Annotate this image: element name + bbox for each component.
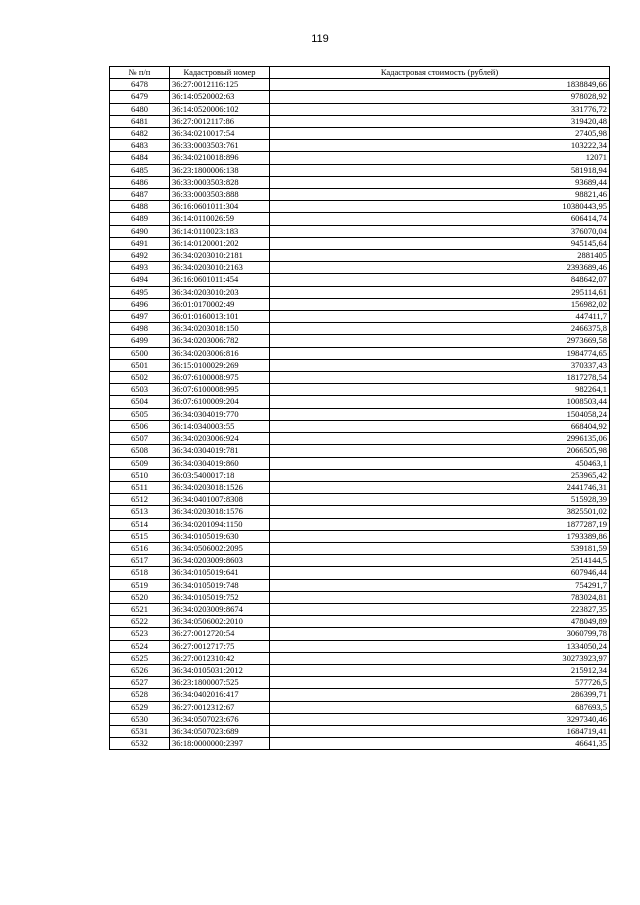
cadastral-number-cell: 36:16:0601011:454: [170, 274, 270, 286]
cadastral-value-cell: 1008503,44: [270, 396, 610, 408]
cadastral-value-cell: 581918,94: [270, 164, 610, 176]
cadastral-value-cell: 103222,34: [270, 140, 610, 152]
table-row: [110, 103, 610, 115]
cadastral-value-cell: 295114,61: [270, 286, 610, 298]
table-row: [110, 469, 610, 481]
table-row: [110, 176, 610, 188]
cadastral-value-cell: 376070,04: [270, 225, 610, 237]
cadastral-number-cell: 36:34:0203018:1526: [170, 481, 270, 493]
cadastral-value-cell: 2441746,31: [270, 481, 610, 493]
cadastral-value-cell: 331776,72: [270, 103, 610, 115]
cadastral-number-cell: 36:34:0304019:781: [170, 445, 270, 457]
row-index-cell: 6530: [110, 713, 170, 725]
row-index-cell: 6495: [110, 286, 170, 298]
cadastral-number-cell: 36:34:0105019:752: [170, 591, 270, 603]
row-index-cell: 6502: [110, 372, 170, 384]
table-row: [110, 201, 610, 213]
table-row: [110, 79, 610, 91]
cadastral-number-cell: 36:27:0012717:75: [170, 640, 270, 652]
table-row: [110, 616, 610, 628]
cadastral-number-cell: 36:34:0105019:748: [170, 579, 270, 591]
cadastral-number-cell: 36:34:0203009:8603: [170, 555, 270, 567]
table-row: [110, 225, 610, 237]
cadastral-number-cell: 36:14:0120001:202: [170, 237, 270, 249]
cadastral-value-cell: 30273923,97: [270, 652, 610, 664]
cadastral-number-cell: 36:34:0203010:2163: [170, 262, 270, 274]
cadastral-number-cell: 36:34:0507023:689: [170, 725, 270, 737]
cadastral-value-cell: 215912,34: [270, 664, 610, 676]
row-index-cell: 6506: [110, 420, 170, 432]
table-row: [110, 335, 610, 347]
table-row: [110, 530, 610, 542]
row-index-cell: 6489: [110, 213, 170, 225]
table-row: [110, 372, 610, 384]
table-row: [110, 640, 610, 652]
row-index-cell: 6512: [110, 494, 170, 506]
row-index-cell: 6496: [110, 298, 170, 310]
row-index-cell: 6518: [110, 567, 170, 579]
row-index-cell: 6519: [110, 579, 170, 591]
row-index-cell: 6478: [110, 79, 170, 91]
cadastral-number-cell: 36:34:0203010:203: [170, 286, 270, 298]
cadastral-number-cell: 36:34:0203009:8674: [170, 603, 270, 615]
cadastral-value-cell: 1877287,19: [270, 518, 610, 530]
table-row: [110, 140, 610, 152]
row-index-cell: 6504: [110, 396, 170, 408]
cadastral-value-cell: 607946,44: [270, 567, 610, 579]
table-row: [110, 567, 610, 579]
cadastral-value-cell: 286399,71: [270, 689, 610, 701]
table-row: [110, 494, 610, 506]
cadastral-value-cell: 1504058,24: [270, 408, 610, 420]
table-row: [110, 164, 610, 176]
table-row: [110, 457, 610, 469]
cadastral-number-cell: 36:07:6100008:995: [170, 384, 270, 396]
cadastral-value-cell: 319420,48: [270, 115, 610, 127]
cadastral-value-cell: 783024,81: [270, 591, 610, 603]
cadastral-value-cell: 1838849,66: [270, 79, 610, 91]
cadastral-number-cell: 36:14:0520006:102: [170, 103, 270, 115]
cadastral-value-cell: 2393689,46: [270, 262, 610, 274]
table-row: [110, 128, 610, 140]
row-index-cell: 6516: [110, 542, 170, 554]
table-row: [110, 725, 610, 737]
cadastral-value-cell: 2881405: [270, 250, 610, 262]
cadastral-number-cell: 36:27:0012116:125: [170, 79, 270, 91]
cadastral-value-cell: 93689,44: [270, 176, 610, 188]
cadastral-value-cell: 12071: [270, 152, 610, 164]
table-row: [110, 420, 610, 432]
cadastral-value-cell: 98821,46: [270, 189, 610, 201]
cadastral-number-cell: 36:34:0203010:2181: [170, 250, 270, 262]
cadastral-number-cell: 36:34:0105019:630: [170, 530, 270, 542]
row-index-cell: 6528: [110, 689, 170, 701]
row-index-cell: 6517: [110, 555, 170, 567]
row-index-cell: 6491: [110, 237, 170, 249]
cadastral-number-cell: 36:34:0203006:924: [170, 433, 270, 445]
table-row: [110, 591, 610, 603]
cadastral-number-cell: 36:33:0003503:828: [170, 176, 270, 188]
table-header-row: [110, 67, 610, 79]
cadastral-number-cell: 36:03:5400017:18: [170, 469, 270, 481]
cadastral-value-cell: 10380443,95: [270, 201, 610, 213]
table-row: [110, 274, 610, 286]
row-index-cell: 6531: [110, 725, 170, 737]
table-row: [110, 298, 610, 310]
table-row: [110, 579, 610, 591]
cadastral-number-cell: 36:15:0100029:269: [170, 359, 270, 371]
row-index-cell: 6527: [110, 677, 170, 689]
cadastral-number-cell: 36:01:0160013:101: [170, 311, 270, 323]
cadastral-number-cell: 36:34:0203018:1576: [170, 506, 270, 518]
table-row: [110, 213, 610, 225]
row-index-cell: 6503: [110, 384, 170, 396]
row-index-cell: 6500: [110, 347, 170, 359]
cadastral-number-cell: 36:34:0210018:896: [170, 152, 270, 164]
cadastral-number-cell: 36:14:0110023:183: [170, 225, 270, 237]
row-index-cell: 6484: [110, 152, 170, 164]
row-index-cell: 6501: [110, 359, 170, 371]
cadastral-number-cell: 36:16:0601011:304: [170, 201, 270, 213]
cadastral-number-cell: 36:34:0402016:417: [170, 689, 270, 701]
page-number: 119: [311, 33, 329, 45]
cadastral-number-cell: 36:33:0003503:888: [170, 189, 270, 201]
table-row: [110, 689, 610, 701]
row-index-cell: 6497: [110, 311, 170, 323]
cadastral-number-cell: 36:27:0012312:67: [170, 701, 270, 713]
row-index-cell: 6488: [110, 201, 170, 213]
table-row: [110, 481, 610, 493]
cadastral-value-cell: 1984774,65: [270, 347, 610, 359]
table-row: [110, 506, 610, 518]
row-index-cell: 6499: [110, 335, 170, 347]
table-row: [110, 603, 610, 615]
cadastral-number-cell: 36:18:0000000:2397: [170, 738, 270, 750]
cadastral-value-cell: 156982,02: [270, 298, 610, 310]
table-row: [110, 359, 610, 371]
row-index-cell: 6526: [110, 664, 170, 676]
table-row: [110, 555, 610, 567]
table-row: [110, 701, 610, 713]
cadastral-number-cell: 36:34:0210017:54: [170, 128, 270, 140]
row-index-cell: 6522: [110, 616, 170, 628]
row-index-cell: 6493: [110, 262, 170, 274]
row-index-cell: 6498: [110, 323, 170, 335]
cadastral-value-cell: 253965,42: [270, 469, 610, 481]
row-index-cell: 6532: [110, 738, 170, 750]
cadastral-number-cell: 36:23:1800007:525: [170, 677, 270, 689]
cadastral-number-cell: 36:01:0170002:49: [170, 298, 270, 310]
table-row: [110, 262, 610, 274]
table-row: [110, 408, 610, 420]
cadastral-number-cell: 36:27:0012117:86: [170, 115, 270, 127]
cadastral-number-cell: 36:07:6100008:975: [170, 372, 270, 384]
cadastral-number-cell: 36:14:0520002:63: [170, 91, 270, 103]
cadastral-value-cell: 606414,74: [270, 213, 610, 225]
cadastral-value-cell: 27405,98: [270, 128, 610, 140]
cadastral-value-cell: 450463,1: [270, 457, 610, 469]
table-row: [110, 652, 610, 664]
cadastral-value-cell: 2466375,8: [270, 323, 610, 335]
cadastral-value-cell: 1684719,41: [270, 725, 610, 737]
table-row: [110, 152, 610, 164]
table-row: [110, 713, 610, 725]
cadastral-value-cell: 3297340,46: [270, 713, 610, 725]
cadastral-value-cell: 1334050,24: [270, 640, 610, 652]
table-row: [110, 433, 610, 445]
column-header-index: № п/п: [110, 67, 170, 79]
row-index-cell: 6511: [110, 481, 170, 493]
cadastral-value-cell: 668404,92: [270, 420, 610, 432]
cadastral-number-cell: 36:34:0105031:2012: [170, 664, 270, 676]
cadastral-value-table: [109, 66, 610, 750]
cadastral-number-cell: 36:34:0203006:782: [170, 335, 270, 347]
cadastral-number-cell: 36:34:0203018:150: [170, 323, 270, 335]
table-row: [110, 738, 610, 750]
table-row: [110, 396, 610, 408]
cadastral-value-cell: 2514144,5: [270, 555, 610, 567]
cadastral-value-cell: 539181,59: [270, 542, 610, 554]
row-index-cell: 6505: [110, 408, 170, 420]
table-row: [110, 347, 610, 359]
cadastral-number-cell: 36:14:0340003:55: [170, 420, 270, 432]
cadastral-number-cell: 36:33:0003503:761: [170, 140, 270, 152]
cadastral-number-cell: 36:34:0105019:641: [170, 567, 270, 579]
cadastral-number-cell: 36:27:0012310:42: [170, 652, 270, 664]
row-index-cell: 6482: [110, 128, 170, 140]
table-row: [110, 115, 610, 127]
table-row: [110, 518, 610, 530]
cadastral-number-cell: 36:34:0304019:860: [170, 457, 270, 469]
cadastral-number-cell: 36:34:0203006:816: [170, 347, 270, 359]
table-row: [110, 677, 610, 689]
column-header-cadastral-number: Кадастровый номер: [170, 67, 270, 79]
cadastral-number-cell: 36:34:0304019:770: [170, 408, 270, 420]
table-body: [110, 79, 610, 750]
row-index-cell: 6494: [110, 274, 170, 286]
table-row: [110, 189, 610, 201]
row-index-cell: 6514: [110, 518, 170, 530]
cadastral-number-cell: 36:23:1800006:138: [170, 164, 270, 176]
cadastral-value-cell: 945145,64: [270, 237, 610, 249]
table-row: [110, 237, 610, 249]
cadastral-value-cell: 515928,39: [270, 494, 610, 506]
cadastral-value-cell: 982264,1: [270, 384, 610, 396]
row-index-cell: 6523: [110, 628, 170, 640]
cadastral-value-cell: 978028,92: [270, 91, 610, 103]
row-index-cell: 6479: [110, 91, 170, 103]
column-header-cadastral-value: Кадастровая стоимость (рублей): [270, 67, 610, 79]
cadastral-number-cell: 36:27:0012720:54: [170, 628, 270, 640]
cadastral-value-cell: 46641,35: [270, 738, 610, 750]
table-row: [110, 250, 610, 262]
cadastral-value-cell: 754291,7: [270, 579, 610, 591]
cadastral-value-cell: 370337,43: [270, 359, 610, 371]
table-row: [110, 628, 610, 640]
row-index-cell: 6529: [110, 701, 170, 713]
row-index-cell: 6520: [110, 591, 170, 603]
row-index-cell: 6524: [110, 640, 170, 652]
cadastral-number-cell: 36:34:0506002:2095: [170, 542, 270, 554]
cadastral-value-cell: 687693,5: [270, 701, 610, 713]
table-row: [110, 286, 610, 298]
row-index-cell: 6507: [110, 433, 170, 445]
cadastral-number-cell: 36:34:0507023:676: [170, 713, 270, 725]
cadastral-number-cell: 36:14:0110026:59: [170, 213, 270, 225]
row-index-cell: 6490: [110, 225, 170, 237]
cadastral-number-cell: 36:34:0506002:2010: [170, 616, 270, 628]
table-row: [110, 664, 610, 676]
row-index-cell: 6515: [110, 530, 170, 542]
row-index-cell: 6487: [110, 189, 170, 201]
cadastral-number-cell: 36:34:0201094:1150: [170, 518, 270, 530]
cadastral-value-cell: 577726,5: [270, 677, 610, 689]
cadastral-value-cell: 3825501,02: [270, 506, 610, 518]
cadastral-value-cell: 223827,35: [270, 603, 610, 615]
cadastral-value-cell: 447411,7: [270, 311, 610, 323]
row-index-cell: 6510: [110, 469, 170, 481]
row-index-cell: 6485: [110, 164, 170, 176]
table-row: [110, 323, 610, 335]
cadastral-value-cell: 2996135,06: [270, 433, 610, 445]
cadastral-value-cell: 1817278,54: [270, 372, 610, 384]
cadastral-number-cell: 36:34:0401007:8308: [170, 494, 270, 506]
table-row: [110, 445, 610, 457]
row-index-cell: 6513: [110, 506, 170, 518]
row-index-cell: 6480: [110, 103, 170, 115]
table-row: [110, 91, 610, 103]
row-index-cell: 6521: [110, 603, 170, 615]
row-index-cell: 6492: [110, 250, 170, 262]
cadastral-value-cell: 478049,89: [270, 616, 610, 628]
cadastral-value-cell: 1793389,86: [270, 530, 610, 542]
table-row: [110, 542, 610, 554]
cadastral-value-cell: 3060799,78: [270, 628, 610, 640]
cadastral-value-cell: 2973669,58: [270, 335, 610, 347]
row-index-cell: 6508: [110, 445, 170, 457]
cadastral-value-cell: 848642,07: [270, 274, 610, 286]
row-index-cell: 6525: [110, 652, 170, 664]
cadastral-number-cell: 36:07:6100009:204: [170, 396, 270, 408]
table-row: [110, 311, 610, 323]
row-index-cell: 6509: [110, 457, 170, 469]
table-row: [110, 384, 610, 396]
cadastral-value-cell: 2066505,98: [270, 445, 610, 457]
row-index-cell: 6483: [110, 140, 170, 152]
row-index-cell: 6486: [110, 176, 170, 188]
row-index-cell: 6481: [110, 115, 170, 127]
